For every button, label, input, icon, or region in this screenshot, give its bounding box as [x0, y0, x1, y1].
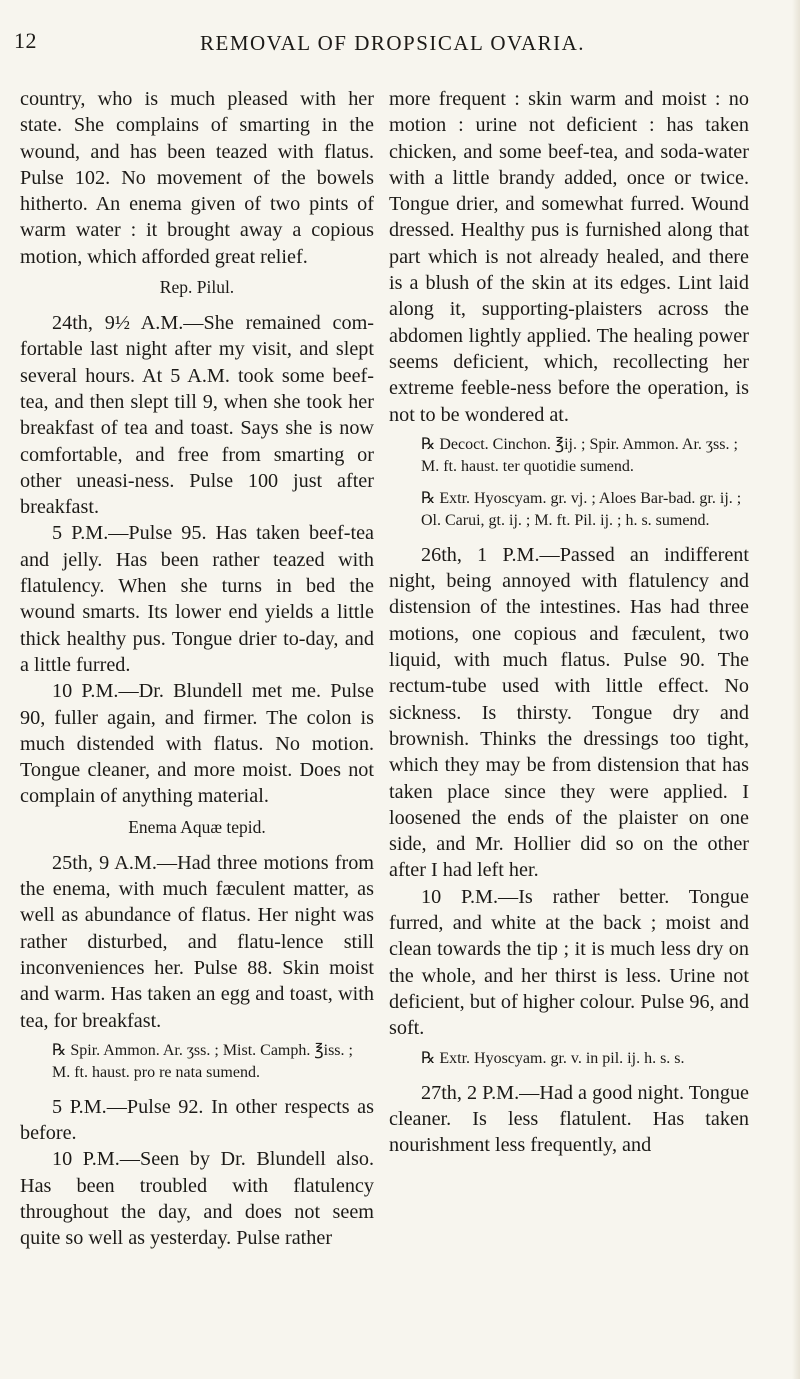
paragraph: 10 P.M.—Dr. Blundell met me. Pulse 90, fuller again, and firmer. The colon is much distended with flatus. No motion. Tongue cleaner, and more moist. Does not complain of anything material.	[20, 680, 374, 808]
paragraph: 5 P.M.—Pulse 95. Has taken beef-tea and jelly. Has been rather teazed with flatulency. When she turns in bed the wound smarts. Its lower end yields a little thick healthy pus. Tongue drier to-day, and a little furred.	[20, 522, 374, 676]
prescription: ℞ Extr. Hyoscyam. gr. v. in pil. ij. h. s. s.	[421, 1049, 685, 1067]
right-column	[389, 86, 749, 1158]
paragraph: 25th, 9 A.M.—Had three motions from the enema, with much fæculent matter, as well as abundance of flatus. Her night was rather disturbed, and flatu-lence still inconveniences her. Pulse 88. Skin moist and warm. Has taken an egg and toast, with tea, for breakfast.	[20, 851, 374, 1032]
prescription: Enema Aquæ tepid.	[128, 816, 266, 837]
prescription: Rep. Pilul.	[159, 277, 235, 298]
paragraph: 10 P.M.—Seen by Dr. Blundell also. Has been troubled with flatulency throughout the day, and does not seem quite so well as yesterday. Pulse rather	[20, 1148, 374, 1250]
left-column	[20, 86, 374, 1252]
paragraph: 27th, 2 P.M.—Had a good night. Tongue cleaner. Is less flatulent. Has taken nourishment less frequently, and	[389, 1081, 749, 1157]
paragraph: 5 P.M.—Pulse 92. In other respects as before.	[20, 1095, 374, 1145]
paragraph: 26th, 1 P.M.—Passed an indifferent night, being annoyed with flatulency and distension of the intestines. Has had three motions, one copious and fæculent, two liquid, with much flatus. Pulse 90. The rectum-tube used with little effect. No sickness. Is thirsty. Tongue dry and brownish. Thinks the dressings too tight, which they may be from distension that has taken place since they were applied. I loosened the ends of the plaister on one side, and Mr. Hollier did so on the other after I had left her.	[389, 543, 749, 882]
prescription: ℞ Spir. Ammon. Ar. ʒss. ; Mist. Camph. ℥iss. ; M. ft. haust. pro re nata sumend.	[52, 1041, 353, 1081]
page-edge-shadow	[792, 0, 800, 1379]
page-number: 12	[14, 28, 37, 53]
prescription: ℞ Extr. Hyoscyam. gr. vj. ; Aloes Bar-bad. gr. ij. ; Ol. Carui, gt. ij. ; M. ft. Pil. ij. ; h. s. sumend.	[421, 489, 742, 529]
paragraph: country, who is much pleased with her state. She complains of smarting in the wound, and has been teazed with flatus. Pulse 102. No movement of the bowels hitherto. An enema given of two pints of warm water : it brought away a copious motion, which afforded great relief.	[20, 88, 374, 268]
prescription: ℞ Decoct. Cinchon. ℥ij. ; Spir. Ammon. Ar. ʒss. ; M. ft. haust. ter quotidie sumend.	[421, 435, 738, 475]
paragraph: more frequent : skin warm and moist : no motion : urine not deficient : has taken chicken, and some beef-tea, and soda-water with a little brandy added, once or twice. Tongue drier, and somewhat furred. Wound dressed. Healthy pus is furnished along that part which is not already healed, and there is a blush of the skin at its edges. Lint laid along it, supporting-plaisters across the abdomen lightly applied. The healing power seems deficient, which, recollecting her extreme feeble-ness before the operation, is not to be wondered at.	[389, 88, 749, 426]
paragraph: 24th, 9½ A.M.—She remained com-fortable last night after my visit, and slept several hours. At 5 A.M. took some beef-tea, and then slept till 9, when she took her breakfast of tea and toast. Says she is now comfortable, and free from smarting or other uneasi-ness. Pulse 100 just after breakfast.	[20, 312, 374, 519]
running-title: REMOVAL OF DROPSICAL OVARIA.	[200, 31, 586, 55]
paragraph: 10 P.M.—Is rather better. Tongue furred, and white at the back ; moist and clean towards the tip ; it is much less dry on the whole, and her thirst is less. Urine not deficient, but of higher colour. Pulse 96, and soft.	[389, 885, 749, 1040]
